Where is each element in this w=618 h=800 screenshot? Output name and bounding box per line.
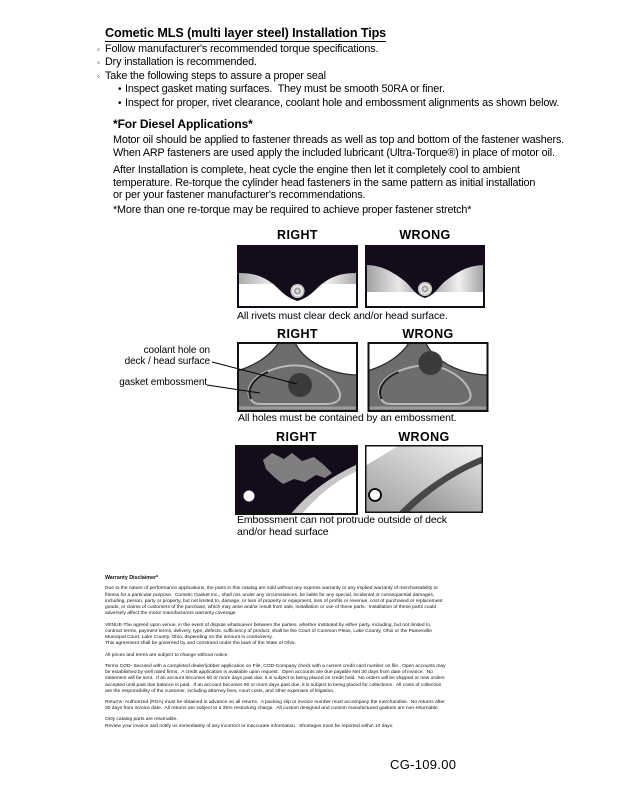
tip-text: Follow manufacturer's recommended torque specifications. — [105, 43, 379, 55]
caption-line: and/or head surface — [237, 525, 329, 538]
paragraph-line: After Installation is complete, heat cycle the engine then let it completely cool to ambient — [113, 164, 520, 176]
right-label-row2: RIGHT — [277, 327, 318, 341]
dot-bullet-icon: • — [118, 84, 122, 96]
legal-line: This agreement shall be governed by and construed under the laws of the State of Ohio. — [105, 641, 296, 647]
hole-right-graphic — [237, 342, 358, 412]
diesel-paragraph-1 — [113, 134, 564, 159]
warranty-paragraph — [105, 586, 523, 617]
right-label-row3: RIGHT — [276, 430, 317, 444]
paragraph-line: temperature. Re-torque the cylinder head fasteners in the same pattern as initial installation — [113, 176, 536, 189]
legal-line: Terms COD- Secured with a completed dealer/jobber application on File, COD-Company check with a current credit card number on file. Open accounts may — [105, 663, 446, 669]
legal-line: fitness for a particular purpose. Cometic Gasket Inc., shall not, under any circumstances, be liable for any special, incidental or consequential damages, — [105, 592, 435, 598]
diagram-hole-wrong-image — [367, 342, 489, 412]
right-label-row1: RIGHT — [277, 228, 318, 242]
legal-line: Due to the nature of performance applications, the parts in this catalog are sold without any express warranty or any implied warranty of merchantability or — [105, 586, 439, 592]
legal-line: including, person, party or property, but not limited to, damage, or loss of property or equipment, loss of profits or revenue, cost of purchased or replacement — [105, 598, 443, 604]
list-item — [97, 70, 559, 83]
wrong-label-row3: WRONG — [398, 430, 450, 444]
legal-section — [105, 575, 523, 735]
returns-paragraph — [105, 700, 523, 713]
legal-line: 30 days from invoice date. All returns are subject to a 25% restocking charge. All custom designed and custom manufactured gaskets are non-returnable. — [105, 706, 440, 712]
installation-tips-list — [97, 43, 559, 110]
tip-text: Inspect gasket mating surfaces. They must be smooth 50RA or finer. — [125, 83, 445, 96]
legal-line: are the responsibility of the customer, including attorney fees, court costs, and other expenses of litigation. — [105, 688, 335, 694]
legal-line: VENUE-The agreed upon venue, in the event of dispute whatsoever between the parties, whether instituted by either party, including, but not limited to, — [105, 622, 432, 628]
row3-caption — [237, 515, 447, 538]
legal-line: contract terms, payment terms, delivery, type, defects, sufficiency of product, shall be the Court of Common Pleas, Lake County, Ohio or the Painesville — [105, 628, 433, 634]
hole-wrong-graphic — [367, 342, 489, 412]
annotation-line: deck / head surface — [124, 355, 210, 367]
venue-paragraph — [105, 623, 523, 648]
list-item — [97, 43, 559, 56]
prices-paragraph — [105, 653, 523, 659]
list-item — [118, 97, 559, 110]
coolant-hole — [288, 373, 312, 397]
gasket-embossment-annotation — [90, 378, 207, 389]
paragraph-line: Motor oil should be applied to fastener threads as well as top and bottom of the fastener washers. — [113, 134, 565, 146]
closing-paragraph — [105, 717, 523, 730]
bolt-hole — [244, 491, 255, 502]
legal-line: goods, or claims of customers of the purchase, which may arise and/or result from sale, installation or use of these parts. Installation of these parts could — [105, 605, 437, 611]
legal-line: adversely affect the motor manufacturers warranty coverage. — [105, 611, 237, 617]
legal-line: Review your invoice and notify us immediately of any incorrect or inaccurate information. Shortages must be reported within 10 days. — [105, 723, 394, 729]
bolt-hole — [369, 489, 381, 501]
page-title-wrap — [105, 24, 386, 42]
diagram-rivet-right-image — [237, 245, 358, 308]
list-item — [97, 56, 559, 69]
diesel-paragraph-2 — [113, 164, 535, 202]
wrong-label-row2: WRONG — [402, 327, 454, 341]
tip-text: Dry installation is recommended. — [105, 56, 257, 69]
caption-line: Embossment can not protrude outside of deck — [237, 514, 447, 526]
warranty-disclaimer-heading: Warranty Disclaimer* — [105, 575, 159, 581]
diagram-hole-right-image — [237, 342, 358, 412]
circle-bullet-icon: ◦ — [97, 45, 100, 54]
diesel-heading: *For Diesel Applications* — [113, 117, 253, 131]
legal-line: Returns- Authorized (RGA) must be obtained in advance on all returns. A packing slip or invoice number must accompany the merchandise. No returns after — [105, 699, 445, 705]
gasket-bottom-stripe — [237, 407, 358, 410]
coolant-hole — [419, 351, 443, 375]
tip-text: Take the following steps to assure a proper seal — [105, 69, 326, 82]
page-title: Cometic MLS (multi layer steel) Installation Tips — [105, 26, 387, 40]
gasket-bottom-stripe — [368, 407, 489, 410]
terms-paragraph — [105, 664, 523, 695]
retorque-note: *More than one re-torque may be required to achieve proper fastener stretch* — [113, 204, 472, 216]
diagram-embossment-wrong-image — [365, 445, 483, 513]
legal-line: statement will be sent. If an account becomes 60 or more days past due, it is subject to being placed on credit hold. No orders will be shipped or new orders — [105, 676, 445, 682]
dot-bullet-icon: • — [118, 97, 122, 109]
tip-text: Inspect for proper, rivet clearance, coolant hole and embossment alignments as shown below. — [125, 96, 560, 109]
rivet-right-graphic — [237, 245, 358, 308]
wrong-label-row1: WRONG — [399, 228, 451, 242]
page-number: CG-109.00 — [390, 757, 457, 772]
circle-bullet-icon: ◦ — [97, 58, 100, 68]
legal-line: accepted until past due balance is paid. If an account becomes 90 or more days past due, it is subject to being placed for collections. All costs of collection — [105, 682, 442, 688]
row1-caption: All rivets must clear deck and/or head surface. — [237, 310, 448, 322]
row2-caption: All holes must be contained by an embossment. — [238, 412, 457, 424]
embossment-wrong-graphic — [365, 445, 483, 513]
embossment-right-graphic — [235, 445, 358, 515]
legal-line: Only catalog parts are returnable. — [105, 717, 178, 723]
diagram-embossment-right-image — [235, 445, 358, 515]
list-item — [118, 83, 559, 96]
legal-line: be established by well rated firms. A credit application is available upon request. Open accounts are due payable Net 30 days from date of invoice. No — [105, 669, 433, 675]
annotation-line: coolant hole on — [143, 345, 210, 356]
legal-line: Municipal Court, Lake County, Ohio, depending on the amount in controversy. — [105, 635, 273, 641]
circle-bullet-icon: ◦ — [97, 71, 100, 81]
legal-line: All prices and terms are subject to change without notice. — [105, 652, 229, 658]
coolant-hole-annotation — [90, 346, 210, 367]
paragraph-line: When ARP fasteners are used apply the included lubricant (Ultra-Torque®) in place of motor oil. — [113, 146, 555, 159]
rivet-wrong-graphic — [365, 245, 485, 308]
annotation-line: gasket embossment — [119, 377, 207, 388]
diagram-rivet-wrong-image — [365, 245, 485, 308]
paragraph-line: or per your fastener manufacturer's recommendations. — [113, 189, 366, 202]
